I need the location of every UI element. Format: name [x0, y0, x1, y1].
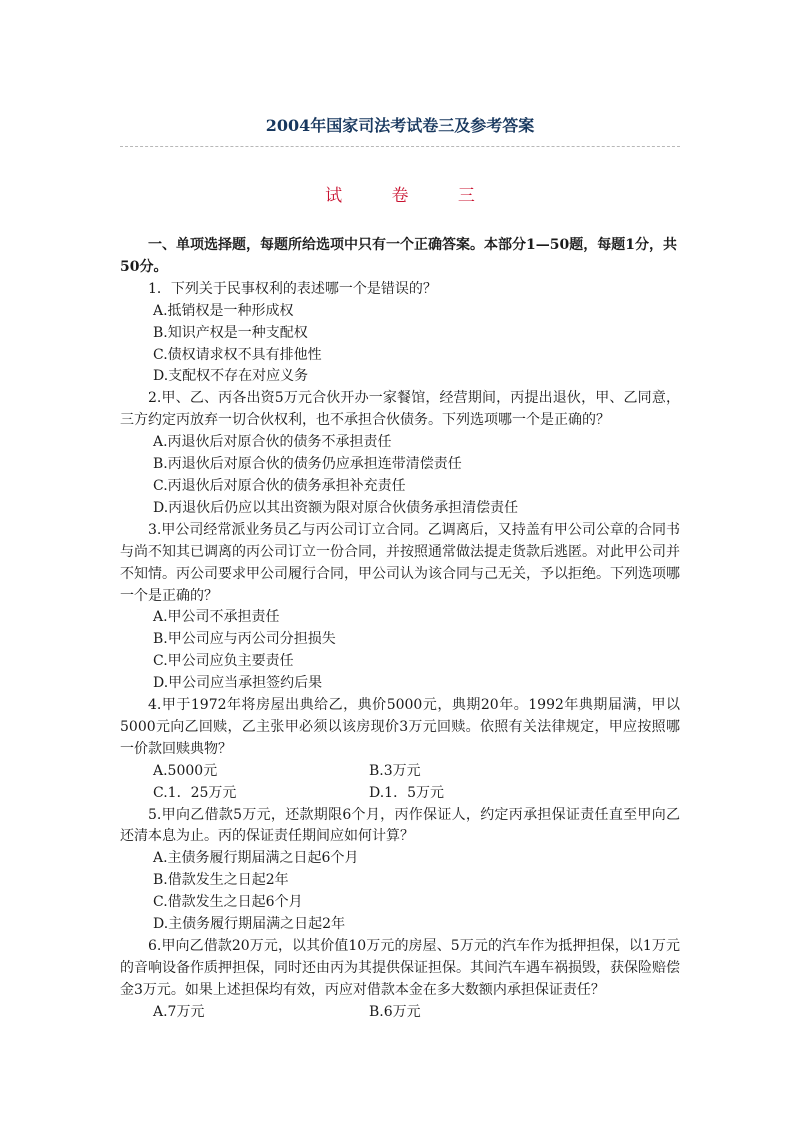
question-option: B.知识产权是一种支配权	[153, 324, 308, 341]
question-option: C.债权请求权不具有排他性	[153, 346, 322, 363]
question-option: B.3万元	[369, 762, 421, 779]
question-option: D.支配权不存在对应义务	[153, 368, 309, 385]
question-stem: 4.甲于1972年将房屋出典给乙，典价5000元，典期20年。1992年典期届满，甲以5000元向乙回赎，乙主张甲必须以该房现价3万元回赎。依照有关法律规定，甲应按照哪一价款回赎典物？	[120, 697, 680, 757]
question-option: B.丙退伙后对原合伙的债务仍应承担连带清偿责任	[153, 456, 462, 473]
document-title: 2004年国家司法考试卷三及参考答案	[265, 116, 535, 135]
question-option: A.主债务履行期届满之日起6个月	[153, 850, 359, 867]
question-option: C.借款发生之日起6个月	[153, 894, 303, 911]
section-heading: 一、单项选择题，每题所给选项中只有一个正确答案。本部分1—50题，每题1分，共50分。	[120, 237, 677, 275]
question-stem: 1．下列关于民事权利的表述哪一个是错误的？	[148, 280, 437, 297]
question-option: B.6万元	[369, 1003, 421, 1020]
question-option: A.5000元	[153, 762, 218, 779]
option-row	[120, 1002, 680, 1024]
option-row	[120, 761, 680, 783]
question-stem: 3.甲公司经常派业务员乙与丙公司订立合同。乙调离后，又持盖有甲公司公章的合同书与尚不知其已调离的丙公司订立一份合同，并按照通常做法提走货款后逃匿。对此甲公司并不知情。丙公司要求甲公司履行合同，甲公司认为该合同与己无关，予以拒绝。下列选项哪一个是正确的？	[120, 521, 680, 604]
question-option: B.甲公司应与丙公司分担损失	[153, 631, 336, 648]
question-stem: 5.甲向乙借款5万元，还款期限6个月，丙作保证人，约定丙承担保证责任直至甲向乙还清本息为止。丙的保证责任期间应如何计算？	[120, 806, 680, 845]
option-row	[120, 783, 680, 805]
question-option: C.甲公司应负主要责任	[153, 653, 294, 670]
question-option: D.甲公司应当承担签约后果	[153, 675, 323, 692]
question-option: A.抵销权是一种形成权	[153, 302, 294, 319]
question-option: A.甲公司不承担责任	[153, 609, 280, 626]
question-option: B.借款发生之日起2年	[153, 872, 289, 889]
question-option: D.1．5万元	[369, 784, 444, 801]
dashed-divider	[120, 146, 680, 147]
document-body	[120, 235, 680, 1024]
question-stem: 6.甲向乙借款20万元，以其价值10万元的房屋、5万元的汽车作为抵押担保，以1万元的音响设备作质押担保，同时还由丙为其提供保证担保。其间汽车遇车祸损毁，获保险赔偿金3万元。如果上述担保均有效，丙应对借款本金在多大数额内承担保证责任？	[120, 938, 680, 998]
question-option: D.主债务履行期届满之日起2年	[153, 916, 346, 933]
question-option: C.丙退伙后对原合伙的债务承担补充责任	[153, 477, 406, 494]
question-option: A.7万元	[153, 1003, 205, 1020]
question-option: D.丙退伙后仍应以其出资额为限对原合伙债务承担清偿责任	[153, 499, 519, 516]
question-option: C.1．25万元	[153, 784, 237, 801]
paper-title: 试 卷 三	[325, 186, 497, 206]
question-stem: 2.甲、乙、丙各出资5万元合伙开办一家餐馆，经营期间，丙提出退伙，甲、乙同意，三方约定丙放弃一切合伙权利，也不承担合伙债务。下列选项哪一个是正确的？	[120, 390, 680, 429]
question-option: A.丙退伙后对原合伙的债务不承担责任	[153, 434, 392, 451]
